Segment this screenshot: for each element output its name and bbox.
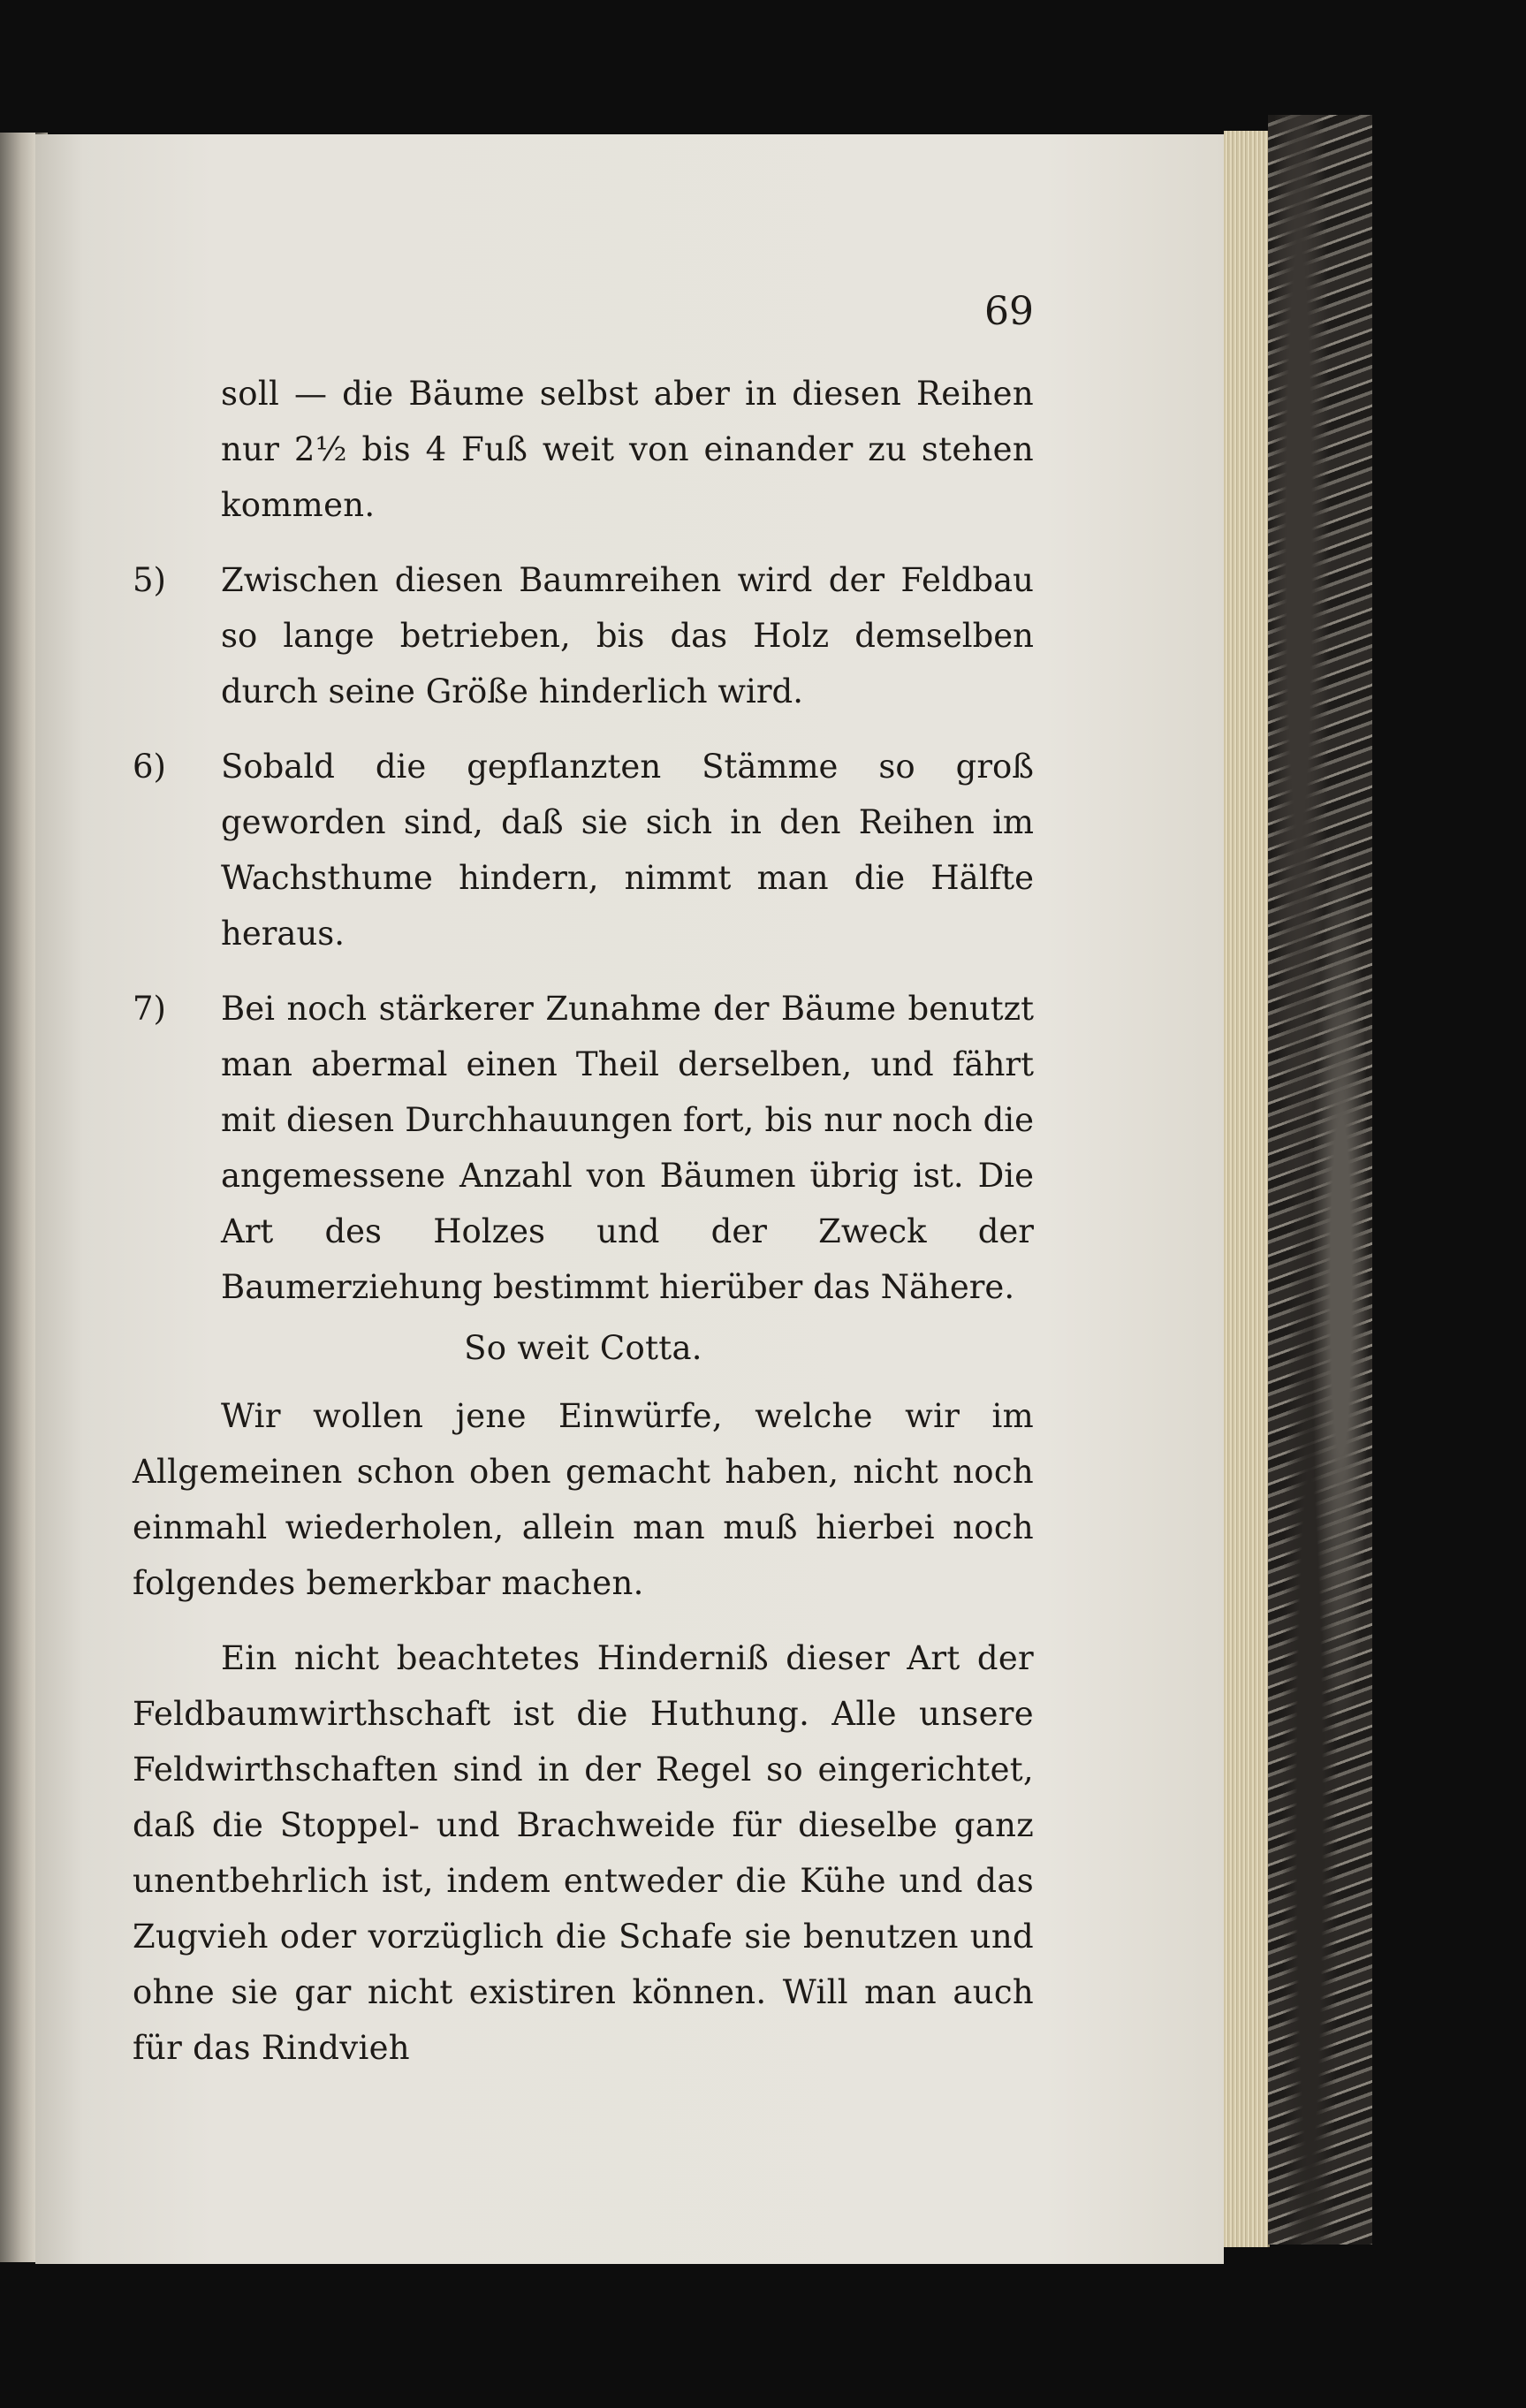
list-item-text: Bei noch stärkerer Zunahme der Bäume benutzt man abermal einen Theil derselben, und fährt mit diesen Durchhauungen fort, bis nur noch die angemessene Anzahl von Bäumen übrig ist. Die Art des Holzes und der Zweck der Baumerziehung bestimmt hierüber das Nähere.	[221, 990, 1034, 1306]
continued-text: soll — die Bäume selbst aber in diesen Reihen nur 2½ bis 4 Fuß weit von einander zu stehen kommen.	[221, 375, 1034, 524]
marbled-cover	[1268, 115, 1372, 2245]
paragraph-1: Wir wollen jene Einwürfe, welche wir im Allgemeinen schon oben gemacht haben, nicht noch einmahl wiederholen, allein man muß hierbei noch folgendes bemerkbar machen.	[133, 1397, 1034, 1602]
book-page	[35, 134, 1224, 2264]
list-item-5	[133, 552, 1034, 719]
paragraph-2: Ein nicht beachtetes Hinderniß dieser Art der Feldbaumwirthschaft ist die Huthung. Alle unsere Feldwirthschaften sind in der Regel so eingerichtet, daß die Stoppel- und Brachweide für dieselbe ganz unentbehrlich ist, indem entweder die Kühe und das Zugvieh oder vorzüglich die Schafe sie benutzen und ohne sie gar nicht existiren können. Will man auch für das Rindvieh	[133, 1639, 1034, 2067]
list-item-6	[133, 739, 1034, 961]
list-item-text: Zwischen diesen Baumreihen wird der Feldbau so lange betrieben, bis das Holz demselben durch seine Größe hinderlich wird.	[221, 561, 1034, 710]
list-item-7	[133, 981, 1034, 1315]
page-content	[133, 366, 1034, 2083]
attribution: So weit Cotta.	[464, 1329, 702, 1367]
list-item-number: 7)	[133, 990, 166, 1028]
page-block-edge	[1224, 131, 1270, 2247]
list-item-number: 5)	[133, 561, 166, 599]
list-item-number: 6)	[133, 748, 166, 786]
page-number: 69	[984, 289, 1034, 334]
left-page-edge	[0, 133, 35, 2262]
list-item-text: Sobald die gepflanzten Stämme so groß geworden sind, daß sie sich in den Reihen im Wachsthume hindern, nimmt man die Hälfte heraus.	[221, 748, 1034, 953]
